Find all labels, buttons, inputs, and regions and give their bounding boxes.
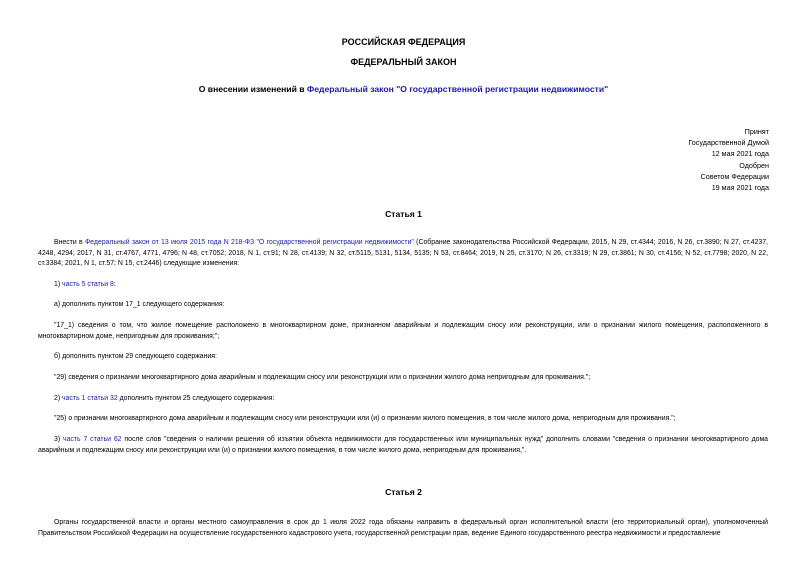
item-3 [38, 435, 768, 456]
doc-type-heading: ФЕДЕРАЛЬНЫЙ ЗАКОН [350, 57, 457, 67]
article-1-heading: Статья 1 [385, 209, 422, 219]
item-1b: б) дополнить пунктом 29 следующего содержания: [54, 353, 217, 360]
item-rest: дополнить пунктом 25 следующего содержания: [117, 395, 275, 402]
item-2-link[interactable]: часть 1 статьи 32 [62, 395, 118, 402]
adoption-date: 12 мая 2021 года [711, 149, 769, 159]
item-1a-text: "17_1) сведения о том, что жилое помещение расположено в многоквартирном доме, признанном аварийным и подлежащим сносу или реконструкции, или о признании жилого помещения, расположенного в многоквартирном доме, непригодным для проживания;"; [38, 322, 768, 340]
item-number: 1) [54, 281, 63, 288]
item-rest: после слов "сведения о наличии решения об изъятии объекта недвижимости для государственных или муниципальных нужд" дополнить словами "сведения о признании многоквартирного дома аварийным и подлежащим сносу или реконструкции или (и) о признании жилого помещения, в том числе жилого дома, непригодным для проживания,". [38, 436, 769, 454]
article-1-intro [38, 238, 768, 270]
adoption-line: Принят [744, 127, 769, 136]
item-1-link[interactable]: часть 5 статьи 8 [62, 281, 114, 288]
item-2-text: "25) о признании многоквартирного дома аварийным и подлежащим сносу или реконструкции или (и) о признании жилого помещения, в том числе жилого дома, непригодным для проживания."; [54, 415, 676, 422]
article-2-text: Органы государственной власти и органы местного самоуправления в срок до 1 июля 2022 года обязаны направить в федеральный орган исполнительной власти (его территориальный орган), уполномоченный Правительством Российской Федерации на осуществление государственного кадастрового учета, государственной регистрации прав, ведение Единого государственного реестра недвижимости и предоставление [38, 519, 768, 537]
country-heading: РОССИЙСКАЯ ФЕДЕРАЦИЯ [341, 37, 466, 47]
adoption-line: Одобрен [739, 160, 769, 170]
item-1a: а) дополнить пунктом 17_1 следующего содержания: [54, 301, 225, 308]
adoption-line: Советом Федерации [700, 171, 769, 181]
item-1b-text: "29) сведения о признании многоквартирного дома аварийным и подлежащим сносу или реконструкции или о признании жилого дома непригодным для проживания."; [54, 374, 591, 381]
item-3-link[interactable]: часть 7 статьи 62 [63, 436, 122, 443]
law-title-prefix: О внесении изменений в [198, 84, 307, 94]
adoption-line: Государственной Думой [688, 138, 769, 148]
item-rest: : [113, 281, 116, 288]
law-title [0, 84, 807, 94]
item-2 [38, 394, 768, 405]
item-number: 3) [54, 436, 63, 443]
intro-rest: (Собрание законодательства Российской Федерации, 2015, N 29, ст.4344; 2016, N 26, ст.3890; N 27, ст.4237, 4248, 4294; 2017, N 31, ст.4767, 4771, 4796; N 48, ст.7052; 2018, N 1, ст.91; N 28, ст.4139; N 32, ст.5115, 5131, 5134, 5135; N 53, ст.8464; 2019, N 25, ст.3170; N 26, ст.3319; N 29, ст.3861; N 30, ст.4156; N 52, ст.7798; 2020, N 22, ст.3384; 2021, N 1, ст.57; N 15, ст.2446) следующие изменения: [38, 239, 768, 268]
article-2-heading: Статья 2 [385, 487, 422, 497]
adoption-date: 19 мая 2021 года [711, 183, 769, 193]
adoption-block [688, 126, 769, 193]
item-1 [38, 280, 768, 291]
law-title-link[interactable]: Федеральный закон "О государственной регистрации недвижимости" [306, 84, 609, 94]
intro-prefix: Внести в [54, 239, 85, 246]
item-number: 2) [54, 395, 63, 402]
intro-law-link[interactable]: Федеральный закон от 13 июля 2015 года N 218-ФЗ "О государственной регистрации недвижимости" [84, 239, 414, 246]
